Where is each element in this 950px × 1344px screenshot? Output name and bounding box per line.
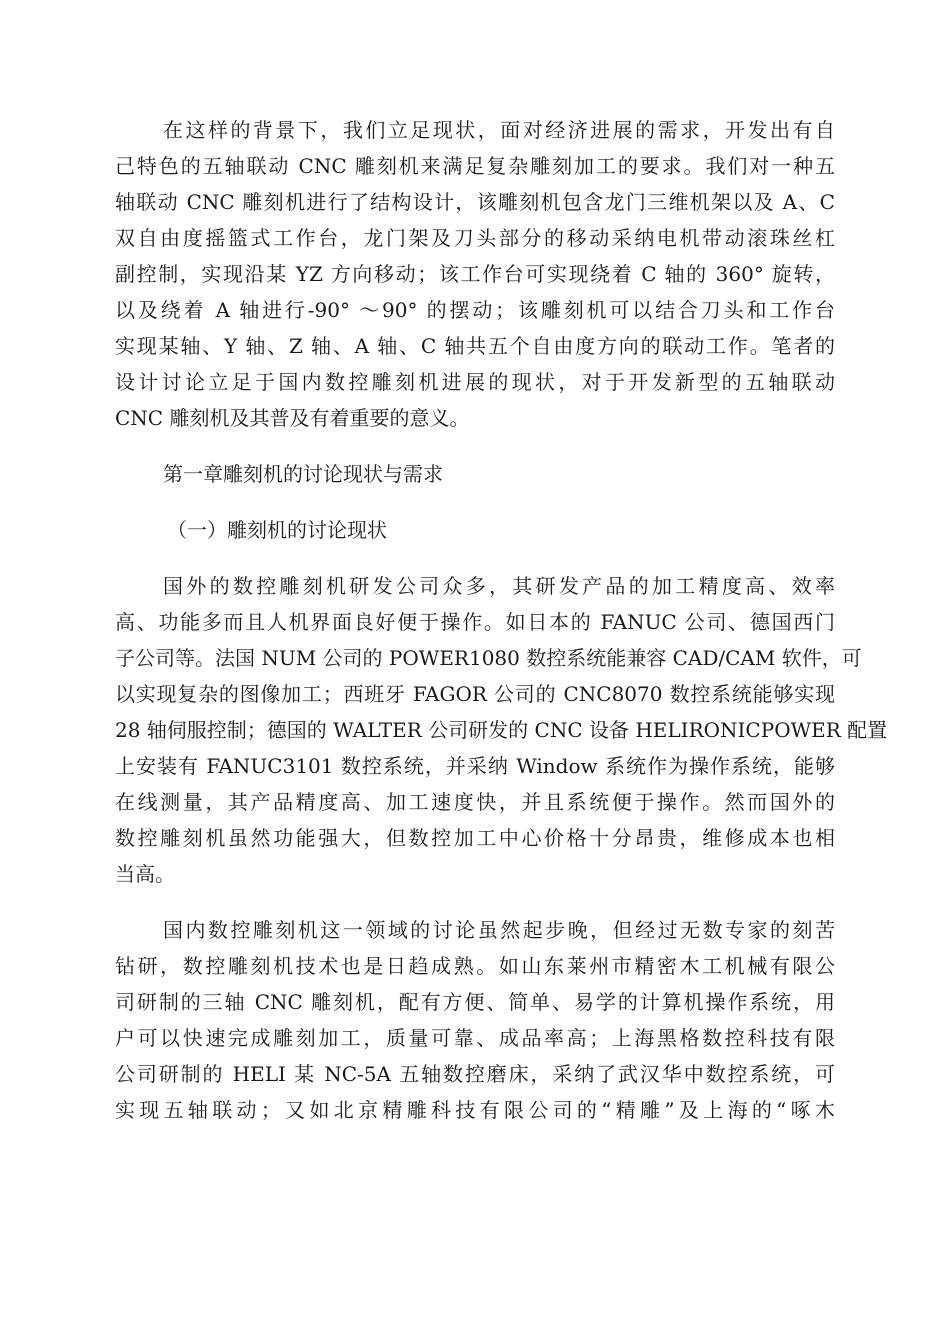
- text-line: 以实现复杂的图像加工；西班牙 FAGOR 公司的 CNC8070 数控系统能够实现: [115, 682, 835, 706]
- text-line: 高、功能多而且人机界面良好便于操作。如日本的 FANUC 公司、德国西门: [115, 610, 835, 634]
- document-page: [115, 112, 888, 1128]
- text-line: 在线测量，其产品精度高、加工速度快，并且系统便于操作。然而国外的: [115, 790, 835, 814]
- text-line: 数控雕刻机虽然功能强大，但数控加工中心价格十分昂贵，维修成本也相: [115, 826, 835, 850]
- text-line: 轴联动 CNC 雕刻机进行了结构设计，该雕刻机包含龙门三维机架以及 A、C: [115, 190, 835, 214]
- text-line: 司研制的三轴 CNC 雕刻机，配有方便、简单、易学的计算机操作系统，用: [115, 990, 835, 1014]
- text-line: 户可以快速完成雕刻加工，质量可靠、成品率高；上海黑格数控科技有限: [115, 1026, 835, 1050]
- text-line: 双自由度摇篮式工作台，龙门架及刀头部分的移动采纳电机带动滚珠丝杠: [115, 226, 835, 250]
- text-line: 以及绕着 A 轴进行-90° ～90° 的摆动；该雕刻机可以结合刀头和工作台: [115, 298, 835, 322]
- paragraph-background: [115, 112, 835, 436]
- text-line: 子公司等。法国 NUM 公司的 POWER1080 数控系统能兼容 CAD/CAM 软件，可: [115, 646, 862, 670]
- text-line: 实现某轴、Y 轴、Z 轴、A 轴、C 轴共五个自由度方向的联动工作。笔者的: [115, 334, 835, 358]
- text-line: 己特色的五轴联动 CNC 雕刻机来满足复杂雕刻加工的要求。我们对一种五: [115, 154, 835, 178]
- paragraph-domestic-research: [115, 912, 835, 1128]
- text-line: 钻研，数控雕刻机技术也是日趋成熟。如山东莱州市精密木工机械有限公: [115, 954, 835, 978]
- text-line: 副控制，实现沿某 YZ 方向移动；该工作台可实现绕着 C 轴的 360° 旋转，: [115, 262, 835, 286]
- paragraph-foreign-research: [115, 568, 888, 892]
- text-line: 设计讨论立足于国内数控雕刻机进展的现状，对于开发新型的五轴联动: [115, 370, 835, 394]
- text-line: 在这样的背景下，我们立足现状，面对经济进展的需求，开发出有自: [163, 118, 835, 142]
- text-line: CNC 雕刻机及其普及有着重要的意义。: [115, 406, 470, 430]
- text-line: 实现五轴联动；又如北京精雕科技有限公司的“精雕”及上海的“啄木: [115, 1098, 835, 1122]
- section-heading: （一）雕刻机的讨论现状: [167, 518, 387, 542]
- text-line: 国外的数控雕刻机研发公司众多，其研发产品的加工精度高、效率: [163, 574, 835, 598]
- text-line: 当高。: [115, 862, 175, 886]
- text-line: 国内数控雕刻机这一领域的讨论虽然起步晚，但经过无数专家的刻苦: [163, 918, 835, 942]
- text-line: 公司研制的 HELI 某 NC-5A 五轴数控磨床，采纳了武汉华中数控系统，可: [115, 1062, 835, 1086]
- chapter-heading: 第一章雕刻机的讨论现状与需求: [163, 462, 443, 486]
- text-line: 28 轴伺服控制；德国的 WALTER 公司研发的 CNC 设备 HELIRONICPOWER 配置: [115, 718, 888, 742]
- text-line: 上安装有 FANUC3101 数控系统，并采纳 Window 系统作为操作系统，能够: [115, 754, 835, 778]
